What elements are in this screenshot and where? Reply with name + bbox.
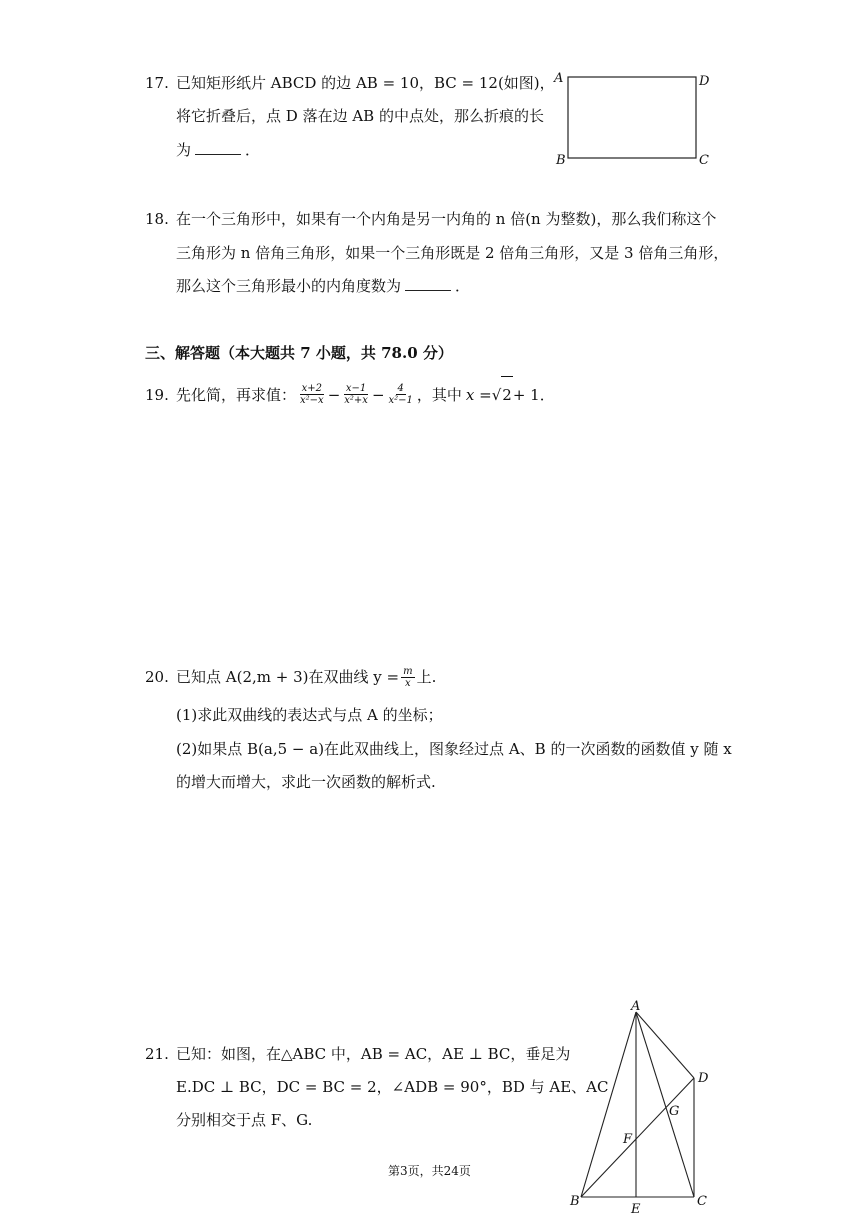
q19-sqrt-argument: 2 [501, 376, 513, 413]
q18-line3-pre: 那么这个三角形最小的内角度数为 [176, 277, 402, 295]
q19-fraction-2 [342, 383, 370, 406]
label-d: D [699, 74, 710, 89]
q19-text-pre: 先化简，再求值： [176, 385, 297, 404]
q20-frac-numerator: m [403, 665, 413, 677]
q20-line1-post: 上. [416, 668, 437, 686]
q20-line1-pre: 已知点 A(2,m + 3)在双曲线 y = [176, 668, 400, 686]
q18-line3 [176, 275, 470, 297]
segment-ac [636, 1012, 694, 1197]
section-heading: 三、解答题（本大题共 7 小题，共 78.0 分） [145, 344, 453, 362]
q19-line [176, 376, 555, 413]
q19-frac1-denominator: x²−x [300, 395, 324, 406]
q19-number: 19. [145, 386, 169, 404]
q20-line1 [176, 659, 436, 695]
q17-number: 17. [145, 74, 169, 92]
label-b: B [556, 153, 566, 168]
q20-part1: (1)求此双曲线的表达式与点 A 的坐标； [176, 706, 443, 724]
q19-minus-1: − [327, 385, 341, 404]
q17-line3-post: ． [245, 141, 261, 159]
q19-frac3-numerator: 4 [397, 383, 404, 394]
q18-line1: 在一个三角形中，如果有一个内角是另一内角的 n 倍(n 为整数)，那么我们称这个 [176, 210, 717, 228]
rectangle-abcd [568, 77, 696, 158]
q20-number: 20. [145, 668, 169, 686]
q20-frac-denominator: x [405, 677, 411, 689]
q21-line3: 分别相交于点 F、G. [176, 1111, 313, 1129]
label-c: C [697, 1194, 707, 1209]
q19-frac1-numerator: x+2 [301, 383, 323, 394]
q17-line3 [176, 139, 260, 161]
q21-triangle-figure [566, 1000, 726, 1216]
label-a: A [554, 71, 564, 86]
q19-plus-one: + 1． [512, 385, 555, 404]
q19-sqrt-symbol: √ [491, 385, 502, 404]
q17-rectangle-figure [550, 66, 720, 172]
label-d: D [698, 1071, 709, 1086]
q18-line3-post: ． [455, 277, 471, 295]
label-f: F [623, 1132, 633, 1147]
q18-answer-blank [405, 276, 451, 291]
q19-frac2-numerator: x−1 [345, 383, 367, 394]
q19-fraction-1 [298, 383, 326, 406]
label-b: B [570, 1194, 580, 1209]
q19-frac2-denominator: x²+x [344, 395, 368, 406]
label-a: A [631, 1000, 641, 1014]
q19-x-equals: x = [465, 385, 492, 404]
q21-line1: 已知：如图，在△ABC 中，AB = AC，AE ⊥ BC，垂足为 [176, 1045, 571, 1063]
segment-bd [581, 1078, 694, 1197]
q17-line3-pre: 为 [176, 141, 192, 159]
q17-answer-blank [195, 140, 241, 155]
label-g: G [669, 1104, 680, 1119]
q18-number: 18. [145, 210, 169, 228]
q20-part2-line2: 的增大而增大，求此一次函数的解析式. [176, 773, 436, 791]
q21-line2: E.DC ⊥ BC，DC = BC = 2，∠ADB = 90°，BD 与 AE、AC [176, 1078, 609, 1096]
label-e: E [631, 1202, 641, 1216]
q20-part2-line1: (2)如果点 B(a,5 − a)在此双曲线上，图象经过点 A、B 的一次函数的函数值 y 随 x [176, 740, 732, 758]
segment-ab [581, 1012, 636, 1197]
segment-ad [636, 1012, 694, 1078]
q18-line2: 三角形为 n 倍角三角形，如果一个三角形既是 2 倍角三角形，又是 3 倍角三角形， [176, 244, 729, 262]
q19-fraction-3 [387, 383, 415, 406]
q21-number: 21. [145, 1045, 169, 1063]
q19-text-mid: ，其中 [416, 385, 462, 404]
q17-line2: 将它折叠后，点 D 落在边 AB 的中点处，那么折痕的长 [176, 107, 544, 125]
page-footer: 第3页，共24页 [388, 1164, 471, 1178]
q20-fraction [401, 666, 414, 689]
q17-line1: 已知矩形纸片 ABCD 的边 AB = 10，BC = 12(如图)， [176, 74, 555, 92]
q19-frac3-denominator: x²−1 [388, 395, 413, 406]
q19-minus-2: − [371, 385, 385, 404]
label-c: C [699, 153, 709, 168]
